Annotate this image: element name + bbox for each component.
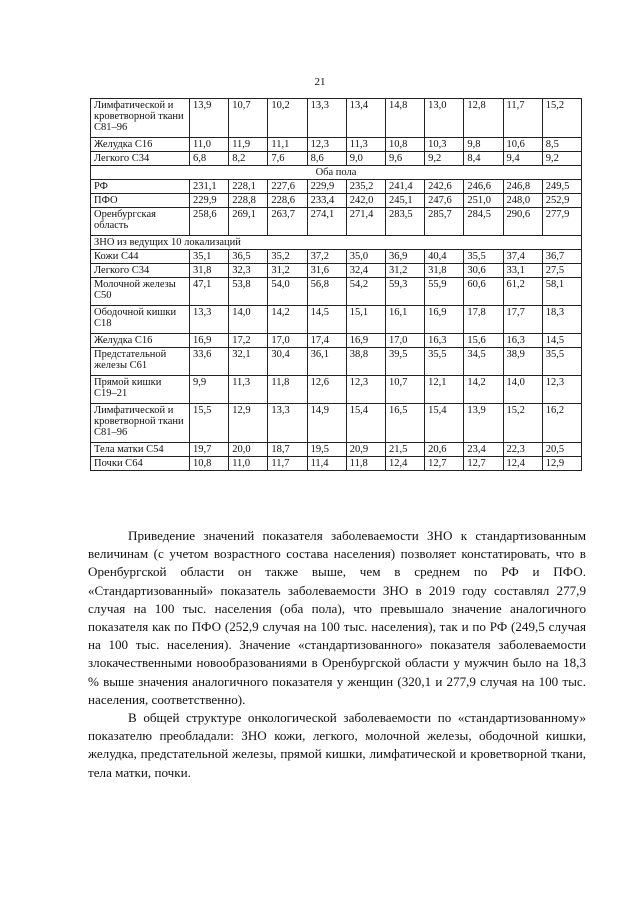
table-cell: 13,3 — [268, 404, 307, 443]
table-cell: 11,3 — [229, 376, 268, 404]
table-cell: 241,4 — [385, 180, 424, 194]
table-cell: 14,0 — [503, 376, 542, 404]
table-cell: 10,7 — [229, 99, 268, 138]
table-cell: 11,4 — [307, 457, 346, 471]
table-cell: 246,8 — [503, 180, 542, 194]
table-cell: 227,6 — [268, 180, 307, 194]
table-cell: 11,7 — [268, 457, 307, 471]
table-cell: 8,2 — [229, 152, 268, 166]
table-row — [91, 166, 582, 180]
table-cell: 12,4 — [385, 457, 424, 471]
table-cell: 10,8 — [190, 457, 229, 471]
table-cell: 12,4 — [503, 457, 542, 471]
table-cell: 16,9 — [425, 306, 464, 334]
table-cell: 242,0 — [346, 194, 385, 208]
table-cell: 12,3 — [307, 138, 346, 152]
table-cell: 249,5 — [542, 180, 581, 194]
table-cell: 13,3 — [190, 306, 229, 334]
table-cell: 258,6 — [190, 208, 229, 236]
section-header: Оба пола — [91, 166, 582, 180]
table-cell: 61,2 — [503, 278, 542, 306]
table-cell: 35,5 — [542, 348, 581, 376]
table-cell: 32,3 — [229, 264, 268, 278]
row-label: Желудка С16 — [91, 334, 190, 348]
table-cell: 11,9 — [229, 138, 268, 152]
table-cell: 269,1 — [229, 208, 268, 236]
table-row — [91, 138, 582, 152]
table-cell: 13,9 — [464, 404, 503, 443]
table-cell: 15,2 — [542, 99, 581, 138]
row-label: Легкого С34 — [91, 264, 190, 278]
table-cell: 27,5 — [542, 264, 581, 278]
table-cell: 16,5 — [385, 404, 424, 443]
row-label: ПФО — [91, 194, 190, 208]
table-cell: 9,6 — [385, 152, 424, 166]
table-cell: 53,8 — [229, 278, 268, 306]
table-cell: 13,3 — [307, 99, 346, 138]
row-label: Лимфатической и кроветворной ткани С81–96 — [91, 99, 190, 138]
table-cell: 246,6 — [464, 180, 503, 194]
table-row — [91, 152, 582, 166]
table-cell: 17,0 — [385, 334, 424, 348]
table-cell: 14,5 — [542, 334, 581, 348]
table-cell: 37,2 — [307, 250, 346, 264]
table-cell: 39,5 — [385, 348, 424, 376]
table-cell: 38,8 — [346, 348, 385, 376]
table-row — [91, 404, 582, 443]
table-cell: 22,3 — [503, 443, 542, 457]
table-cell: 251,0 — [464, 194, 503, 208]
table-cell: 290,6 — [503, 208, 542, 236]
table-cell: 14,8 — [385, 99, 424, 138]
table-cell: 36,5 — [229, 250, 268, 264]
table-cell: 228,1 — [229, 180, 268, 194]
table-cell: 228,8 — [229, 194, 268, 208]
table-cell: 17,2 — [229, 334, 268, 348]
table-row — [91, 348, 582, 376]
row-label: Легкого С34 — [91, 152, 190, 166]
table-cell: 15,5 — [190, 404, 229, 443]
table-cell: 10,8 — [385, 138, 424, 152]
paragraph-1: Приведение значений показателя заболеваемости ЗНО к стандартизованным величинам (с учетом возрастного состава населения) позволяет констатировать, что в Оренбургской области он также выше, чем в среднем по РФ и ПФО. «Стандартизованный» показатель заболеваемости ЗНО в 2019 году составлял 277,9 случая на 100 тыс. населения (оба пола), что превышало значение аналогичного показателя как по ПФО (252,9 случая на 100 тыс. населения), так и по РФ (249,5 случая на 100 тыс. населения). Значение «стандартизованного» показателя заболеваемости злокачественными новообразованиями в Оренбургской области у мужчин было на 18,3 % выше значения аналогичного показателя у женщин (320,1 и 277,9 случая на 100 тыс. населения, соответственно). — [88, 528, 586, 707]
table-cell: 6,8 — [190, 152, 229, 166]
table-cell: 14,5 — [307, 306, 346, 334]
row-label: Лимфатической и кроветворной ткани С81–96 — [91, 404, 190, 443]
table-cell: 10,3 — [425, 138, 464, 152]
table-cell: 228,6 — [268, 194, 307, 208]
table-row — [91, 457, 582, 471]
table-cell: 12,9 — [542, 457, 581, 471]
table-cell: 15,2 — [503, 404, 542, 443]
table-cell: 58,1 — [542, 278, 581, 306]
table-cell: 12,1 — [425, 376, 464, 404]
table-cell: 242,6 — [425, 180, 464, 194]
table-cell: 18,7 — [268, 443, 307, 457]
table-row — [91, 208, 582, 236]
table-cell: 13,4 — [346, 99, 385, 138]
table-cell: 284,5 — [464, 208, 503, 236]
table-cell: 31,8 — [190, 264, 229, 278]
table-row — [91, 250, 582, 264]
table-cell: 15,4 — [425, 404, 464, 443]
table-cell: 30,4 — [268, 348, 307, 376]
page-number: 21 — [314, 76, 326, 88]
table-cell: 20,5 — [542, 443, 581, 457]
table-cell: 35,2 — [268, 250, 307, 264]
table-cell: 13,9 — [190, 99, 229, 138]
table-cell: 11,1 — [268, 138, 307, 152]
row-label: Оренбургская область — [91, 208, 190, 236]
row-label: Кожи С44 — [91, 250, 190, 264]
table-row — [91, 376, 582, 404]
table-cell: 10,7 — [385, 376, 424, 404]
table-cell: 14,9 — [307, 404, 346, 443]
row-label: Тела матки С54 — [91, 443, 190, 457]
table-cell: 21,5 — [385, 443, 424, 457]
table-cell: 9,9 — [190, 376, 229, 404]
row-label: Ободочной кишки С18 — [91, 306, 190, 334]
table-cell: 16,2 — [542, 404, 581, 443]
table-row — [91, 180, 582, 194]
table-cell: 12,7 — [425, 457, 464, 471]
table-cell: 55,9 — [425, 278, 464, 306]
table-cell: 252,9 — [542, 194, 581, 208]
table-cell: 274,1 — [307, 208, 346, 236]
table-cell: 245,1 — [385, 194, 424, 208]
paragraph-2: В общей структуре онкологической заболеваемости по «стандартизованному» показателю преобладали: ЗНО кожи, легкого, молочной железы, ободочной кишки, желудка, предстательной железы, прямой кишки, лимфатической и кроветворной ткани, тела матки, почки. — [88, 710, 586, 780]
table-cell: 9,4 — [503, 152, 542, 166]
table-cell: 14,2 — [268, 306, 307, 334]
table-cell: 20,6 — [425, 443, 464, 457]
table-cell: 12,3 — [346, 376, 385, 404]
table-row — [91, 306, 582, 334]
table-cell: 19,7 — [190, 443, 229, 457]
table-cell: 8,4 — [464, 152, 503, 166]
table-cell: 56,8 — [307, 278, 346, 306]
table-cell: 17,8 — [464, 306, 503, 334]
table-cell: 16,1 — [385, 306, 424, 334]
table-cell: 59,3 — [385, 278, 424, 306]
row-label: РФ — [91, 180, 190, 194]
table-cell: 8,6 — [307, 152, 346, 166]
table-cell: 11,0 — [229, 457, 268, 471]
table-row — [91, 264, 582, 278]
table-cell: 15,6 — [464, 334, 503, 348]
table-cell: 16,9 — [190, 334, 229, 348]
table-cell: 12,7 — [464, 457, 503, 471]
table-cell: 33,6 — [190, 348, 229, 376]
table-cell: 15,1 — [346, 306, 385, 334]
incidence-table — [90, 98, 582, 471]
table-cell: 34,5 — [464, 348, 503, 376]
table-cell: 16,3 — [503, 334, 542, 348]
table-cell: 38,9 — [503, 348, 542, 376]
table-cell: 14,0 — [229, 306, 268, 334]
table-cell: 9,2 — [425, 152, 464, 166]
table-cell: 35,5 — [425, 348, 464, 376]
table-cell: 30,6 — [464, 264, 503, 278]
table-cell: 32,4 — [346, 264, 385, 278]
table-cell: 19,5 — [307, 443, 346, 457]
table-cell: 285,7 — [425, 208, 464, 236]
table-row — [91, 194, 582, 208]
table-cell: 12,9 — [229, 404, 268, 443]
table-cell: 35,5 — [464, 250, 503, 264]
table-cell: 36,7 — [542, 250, 581, 264]
table-cell: 47,1 — [190, 278, 229, 306]
table-cell: 16,3 — [425, 334, 464, 348]
table-cell: 16,9 — [346, 334, 385, 348]
table-cell: 20,9 — [346, 443, 385, 457]
table-cell: 40,4 — [425, 250, 464, 264]
section-header: ЗНО из ведущих 10 локализаций — [91, 236, 582, 250]
table-cell: 60,6 — [464, 278, 503, 306]
table-cell: 36,1 — [307, 348, 346, 376]
table-cell: 31,8 — [425, 264, 464, 278]
table-row — [91, 334, 582, 348]
table-cell: 12,6 — [307, 376, 346, 404]
row-label: Молочной железы С50 — [91, 278, 190, 306]
table-cell: 20,0 — [229, 443, 268, 457]
table-cell: 9,0 — [346, 152, 385, 166]
table-cell: 9,2 — [542, 152, 581, 166]
table-cell: 283,5 — [385, 208, 424, 236]
table-cell: 247,6 — [425, 194, 464, 208]
table-row — [91, 443, 582, 457]
table-cell: 263,7 — [268, 208, 307, 236]
table-cell: 33,1 — [503, 264, 542, 278]
table-cell: 13,0 — [425, 99, 464, 138]
table-cell: 11,8 — [268, 376, 307, 404]
table-cell: 271,4 — [346, 208, 385, 236]
table-cell: 8,5 — [542, 138, 581, 152]
table-cell: 11,7 — [503, 99, 542, 138]
table-row — [91, 278, 582, 306]
table-row — [91, 236, 582, 250]
table-cell: 11,8 — [346, 457, 385, 471]
table-cell: 14,2 — [464, 376, 503, 404]
table-cell: 231,1 — [190, 180, 229, 194]
table-cell: 17,0 — [268, 334, 307, 348]
table-cell: 15,4 — [346, 404, 385, 443]
table-cell: 54,0 — [268, 278, 307, 306]
table-cell: 12,3 — [542, 376, 581, 404]
table-body — [91, 99, 582, 471]
body-text — [88, 527, 586, 782]
table-row — [91, 99, 582, 138]
row-label: Почки С64 — [91, 457, 190, 471]
table-cell: 229,9 — [190, 194, 229, 208]
table-cell: 37,4 — [503, 250, 542, 264]
row-label: Предстательной железы С61 — [91, 348, 190, 376]
table-cell: 233,4 — [307, 194, 346, 208]
table-cell: 35,0 — [346, 250, 385, 264]
table-cell: 31,2 — [268, 264, 307, 278]
table-cell: 10,6 — [503, 138, 542, 152]
table-cell: 18,3 — [542, 306, 581, 334]
table-cell: 17,7 — [503, 306, 542, 334]
table-cell: 248,0 — [503, 194, 542, 208]
table-cell: 17,4 — [307, 334, 346, 348]
table-cell: 31,2 — [385, 264, 424, 278]
table-cell: 235,2 — [346, 180, 385, 194]
table-cell: 31,6 — [307, 264, 346, 278]
table-cell: 32,1 — [229, 348, 268, 376]
table-cell: 10,2 — [268, 99, 307, 138]
table-cell: 9,8 — [464, 138, 503, 152]
table-cell: 23,4 — [464, 443, 503, 457]
table-cell: 12,8 — [464, 99, 503, 138]
table-cell: 7,6 — [268, 152, 307, 166]
table-cell: 36,9 — [385, 250, 424, 264]
row-label: Желудка С16 — [91, 138, 190, 152]
table-cell: 35,1 — [190, 250, 229, 264]
table-cell: 11,0 — [190, 138, 229, 152]
row-label: Прямой кишки С19–21 — [91, 376, 190, 404]
table-cell: 54,2 — [346, 278, 385, 306]
table-cell: 11,3 — [346, 138, 385, 152]
table-cell: 277,9 — [542, 208, 581, 236]
table-cell: 229,9 — [307, 180, 346, 194]
